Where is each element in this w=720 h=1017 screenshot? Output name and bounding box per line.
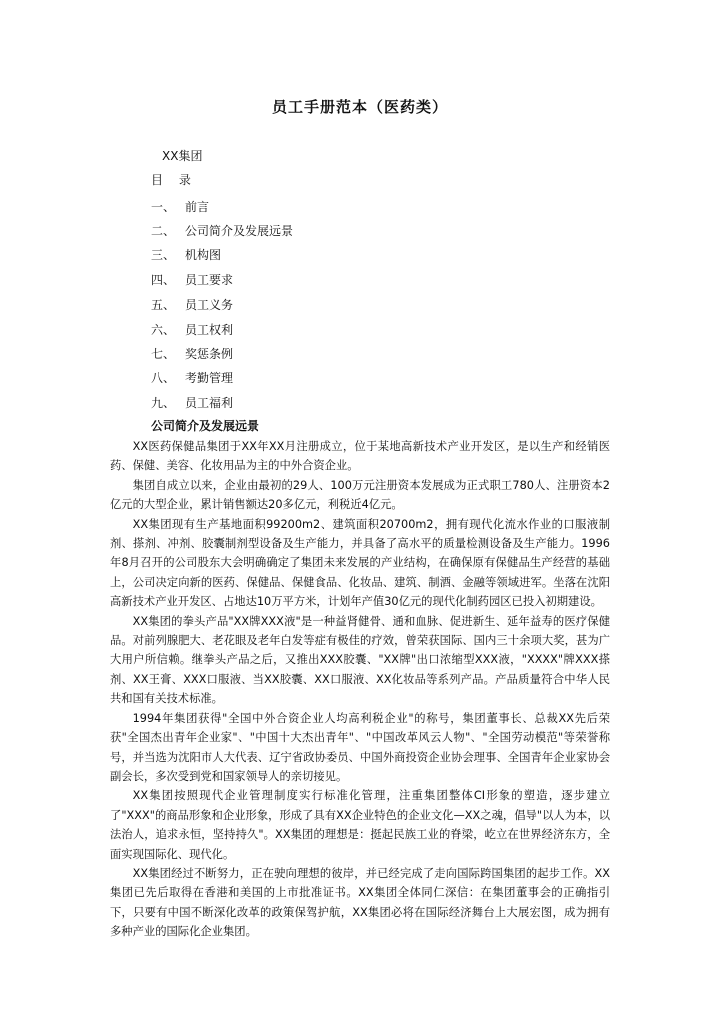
paragraph: XX集团按照现代企业管理制度实行标准化管理，注重集团整体CI形象的塑造，逐步建立了"XXX"的商品形象和企业形象，形成了具有XX企业特色的企业文化—XX之魂，倡导"以人为本，以法治人，追求永恒，坚持持久"。XX集团的理想是：挺起民族工业的脊梁，屹立在世界经济东方，全面实现国际化、现代化。 bbox=[110, 789, 610, 861]
toc-item-7 bbox=[151, 345, 233, 361]
toc-item-label: 奖惩条例 bbox=[185, 347, 234, 361]
toc-item-8 bbox=[151, 369, 233, 385]
section-title: 公司简介及发展远景 bbox=[151, 419, 260, 433]
toc-item-label: 员工义务 bbox=[185, 298, 234, 312]
toc-item-num: 九、 bbox=[151, 396, 176, 410]
paragraph: 1994年集团获得"全国中外合资企业人均高利税企业"的称号，集团董事长、总裁XX先后荣获"全国杰出青年企业家"、"中国十大杰出青年"、"中国改革风云人物"、"全国劳动模范"等荣誉称号，并当选为沈阳市人大代表、辽宁省政协委员、中国外商投资企业协会理事、全国青年企业家协会副会长，多次受到党和国家领导人的亲切接见。 bbox=[110, 711, 610, 783]
toc-item-5 bbox=[151, 296, 233, 312]
toc-item-num: 四、 bbox=[151, 273, 176, 287]
toc-item-num: 五、 bbox=[151, 298, 176, 312]
toc-item-label: 员工要求 bbox=[185, 273, 234, 287]
toc-item-1 bbox=[151, 198, 209, 214]
toc-item-num: 七、 bbox=[151, 347, 176, 361]
paragraph: XX集团现有生产基地面积99200m2、建筑面积20700m2，拥有现代化流水作业的口服液制剂、搽剂、冲剂、胶囊制剂型设备及生产能力，并具备了高水平的质量检测设备及生产能力。1996年8月召开的公司股东大会明确确定了集团未来发展的产业结构，在确保原有保健品生产经营的基础上，公司决定向新的医药、保健品、保健食品、化妆品、建筑、制酒、金融等领域进军。坐落在沈阳高新技术产业开发区、占地达10万平方米，计划年产值30亿元的现代化制药园区已投入初期建设。 bbox=[110, 517, 610, 609]
toc-item-3 bbox=[151, 246, 221, 262]
toc-item-num: 三、 bbox=[151, 248, 176, 262]
toc-item-label: 员工权利 bbox=[185, 323, 234, 337]
org-name: XX集团 bbox=[162, 149, 203, 163]
toc-heading-text: 目 录 bbox=[151, 173, 197, 187]
paragraph: XX医药保健品集团于XX年XX月注册成立，位于某地高新技术产业开发区，是以生产和经销医药、保健、美容、化妆用品为主的中外合资企业。 bbox=[110, 440, 610, 473]
toc-item-label: 考勤管理 bbox=[185, 371, 234, 385]
body-text bbox=[110, 437, 610, 942]
toc-item-6 bbox=[151, 321, 233, 337]
toc-item-num: 六、 bbox=[151, 323, 176, 337]
paragraph: 集团自成立以来，企业由最初的29人、100万元注册资本发展成为正式职工780人、注册资本2亿元的大型企业，累计销售额达20多亿元，利税近4亿元。 bbox=[110, 478, 610, 512]
document-title: 员工手册范本（医药类） bbox=[271, 98, 448, 116]
toc-item-num: 二、 bbox=[151, 224, 176, 238]
toc-item-2 bbox=[151, 222, 293, 238]
toc-item-num: 一、 bbox=[151, 200, 176, 214]
toc-heading bbox=[151, 171, 197, 188]
toc-item-label: 前言 bbox=[185, 200, 210, 214]
toc-item-4 bbox=[151, 271, 233, 287]
toc-item-num: 八、 bbox=[151, 371, 176, 385]
toc-item-label: 公司简介及发展远景 bbox=[185, 224, 294, 238]
toc-item-9 bbox=[151, 394, 233, 410]
paragraph: XX集团经过不断努力，正在驶向理想的彼岸，并已经完成了走向国际跨国集团的起步工作。XX集团已先后取得在香港和美国的上市批准证书。XX集团全体同仁深信：在集团董事会的正确指引下，只要有中国不断深化改革的政策保驾护航，XX集团必将在国际经济舞台上大展宏图，成为拥有多种产业的国际化企业集团。 bbox=[110, 866, 610, 939]
paragraph: XX集团的拳头产品"XX牌XXX液"是一种益肾健骨、通和血脉、促进新生、延年益寿的医疗保健品。对前列腺肥大、老花眼及老年白发等症有极佳的疗效，曾荣获国际、国内三十余项大奖，甚为广大用户所信赖。继拳头产品之后，又推出XXX胶囊、"XX牌"出口浓缩型XXX液，"XXXX"牌XXX搽剂、XX王膏、XXX口服液、当XX胶囊、XX口服液、XX化妆品等系列产品。产品质量符合中华人民共和国有关技术标准。 bbox=[110, 614, 610, 706]
toc-item-label: 员工福利 bbox=[185, 396, 234, 410]
toc-item-label: 机构图 bbox=[185, 248, 222, 262]
